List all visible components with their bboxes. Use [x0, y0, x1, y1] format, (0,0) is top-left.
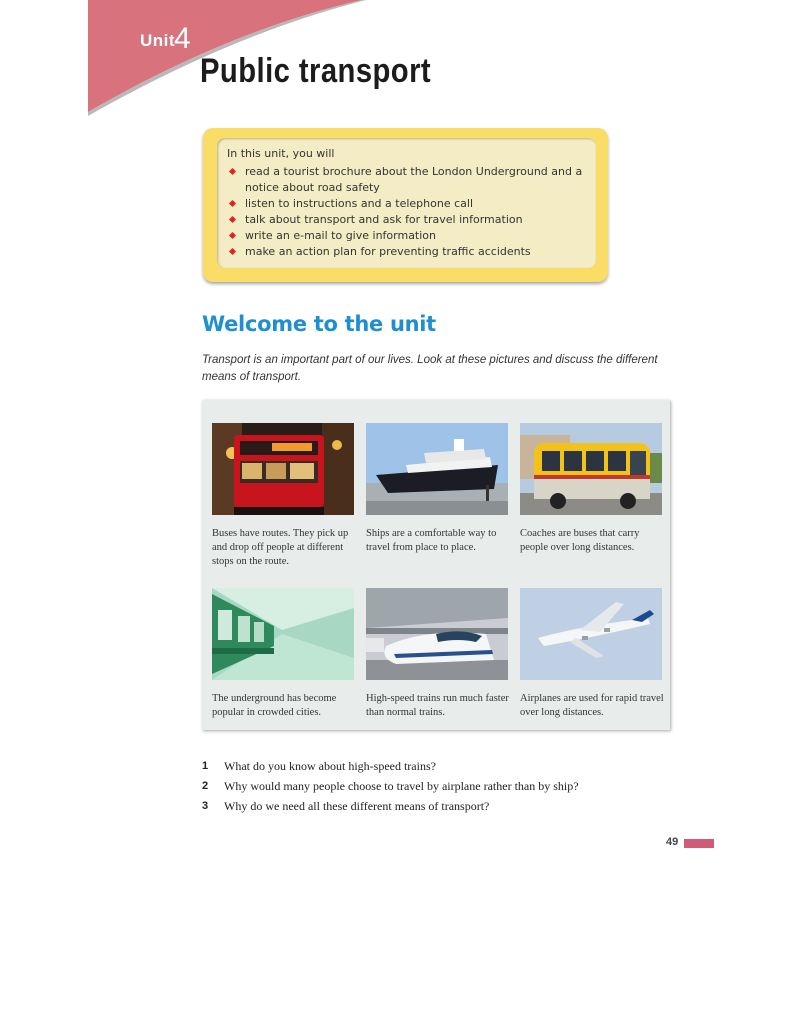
- section-heading: Welcome to the unit: [202, 312, 436, 336]
- unit-label: Unit: [140, 31, 176, 50]
- picture-caption: The underground has become popular in crowded cities.: [212, 693, 337, 718]
- question-text: Why would many people choose to travel by airplane rather than by ship?: [224, 779, 579, 793]
- high-speed-train-photo: [366, 588, 508, 680]
- objectives-intro: In this unit, you will: [227, 147, 335, 160]
- airplane-photo: [520, 588, 662, 680]
- ship-photo: [366, 423, 508, 515]
- question-number: 3: [202, 800, 209, 812]
- page-number: 49: [666, 836, 679, 848]
- question-item: [202, 756, 682, 776]
- question-number: 1: [202, 760, 209, 772]
- question-item: [202, 776, 682, 796]
- unit-objectives-panel: [217, 138, 596, 268]
- coach-photo: [520, 423, 662, 515]
- page-number-bar: [684, 839, 714, 848]
- diamond-bullet-icon: [229, 232, 236, 239]
- bus-photo: [212, 423, 354, 515]
- diamond-bullet-icon: [229, 248, 236, 255]
- picture-caption: Buses have routes. They pick up and drop off people at different stops on the route.: [212, 528, 349, 567]
- underground-train-photo: [212, 588, 354, 680]
- picture-caption: High-speed trains run much faster than normal trains.: [366, 693, 509, 718]
- picture-caption: Airplanes are used for rapid travel over long distances.: [520, 693, 664, 718]
- question-item: [202, 796, 682, 816]
- diamond-bullet-icon: [229, 168, 236, 175]
- unit-objectives-box: [203, 128, 608, 282]
- objective-item: listen to instructions and a telephone call: [227, 196, 586, 212]
- objective-item: write an e-mail to give information: [227, 228, 586, 244]
- diamond-bullet-icon: [229, 216, 236, 223]
- diamond-bullet-icon: [229, 200, 236, 207]
- objectives-list: [227, 164, 586, 260]
- question-text: Why do we need all these different means of transport?: [224, 799, 490, 813]
- discussion-questions: [202, 756, 682, 816]
- question-text: What do you know about high-speed trains?: [224, 759, 436, 773]
- page-title: Public transport: [200, 52, 432, 90]
- picture-caption: Coaches are buses that carry people over long distances.: [520, 528, 640, 553]
- section-intro: Transport is an important part of our lives. Look at these pictures and discuss the different means of transport.: [202, 354, 658, 383]
- unit-number: 4: [174, 22, 191, 55]
- objective-item: talk about transport and ask for travel information: [227, 212, 586, 228]
- transport-picture-grid: [202, 400, 670, 730]
- objective-item: read a tourist brochure about the London Underground and a notice about road safety: [227, 164, 586, 196]
- question-number: 2: [202, 780, 209, 792]
- picture-caption: Ships are a comfortable way to travel from place to place.: [366, 528, 497, 553]
- objective-item: make an action plan for preventing traffic accidents: [227, 244, 586, 260]
